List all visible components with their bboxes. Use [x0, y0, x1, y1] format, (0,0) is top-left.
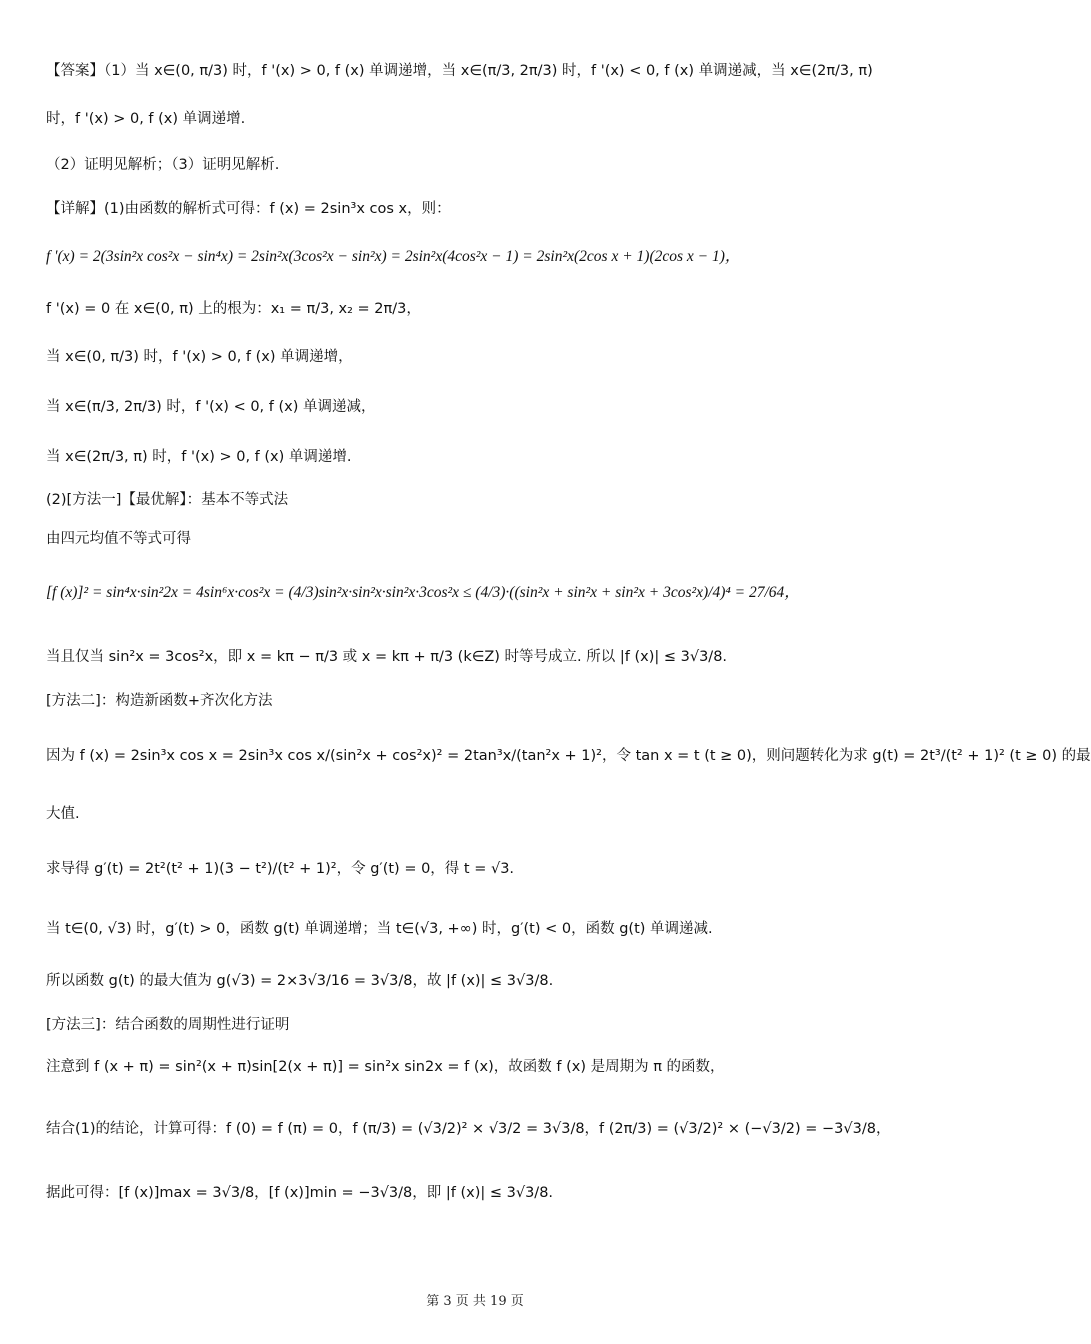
interval-3: 当 x∈(2π/3, π) 时，f '(x) > 0, f (x) 单调递增.: [46, 449, 352, 465]
method-2-max-value: 大值.: [46, 806, 80, 822]
equality-condition: 当且仅当 sin²x = 3cos²x，即 x = kπ − π/3 或 x = kπ + π/3 (k∈Z) 时等号成立. 所以 |f (x)| ≤ 3√3/8.: [46, 649, 728, 665]
periodicity-line: 注意到 f (x + π) = sin²(x + π)sin[2(x + π)] = sin²x sin2x = f (x)，故函数 f (x) 是周期为 π 的函数，: [46, 1059, 725, 1075]
max-of-g: 所以函数 g(t) 的最大值为 g(√3) = 2×3√3/16 = 3√3/8，故 |f (x)| ≤ 3√3/8.: [46, 973, 554, 989]
method-1-heading: (2)[方法一]【最优解】：基本不等式法: [46, 492, 289, 508]
method-1-intro: 由四元均值不等式可得: [46, 531, 191, 547]
derivative-g: 求导得 g′(t) = 2t²(t² + 1)(3 − t²)/(t² + 1)²，令 g′(t) = 0，得 t = √3.: [46, 861, 515, 877]
roots-line: f '(x) = 0 在 x∈(0, π) 上的根为：x₁ = π/3, x₂ = 2π/3，: [46, 301, 421, 317]
answer-line-2: 时，f '(x) > 0, f (x) 单调递增.: [46, 111, 246, 127]
am-gm-inequality: [f (x)]² = sin⁴x·sin²2x = 4sin⁶x·cos²x = (4/3)sin²x·sin²x·sin²x·3cos²x ≤ (4/3)·((sin²x + sin²x + sin²x + 3cos²x)/4)⁴ = 27/64，: [46, 584, 800, 601]
interval-2: 当 x∈(π/3, 2π/3) 时，f '(x) < 0, f (x) 单调递减，: [46, 399, 376, 415]
answer-line-1: 【答案】（1）当 x∈(0, π/3) 时，f '(x) > 0, f (x) 单调递增，当 x∈(π/3, 2π/3) 时，f '(x) < 0, f (x) 单调递减，当 x∈(2π/3, π): [46, 63, 873, 79]
detail-intro: 【详解】(1)由函数的解析式可得：f (x) = 2sin³x cos x，则：: [46, 201, 451, 217]
values-computation: 结合(1)的结论，计算可得：f (0) = f (π) = 0，f (π/3) = (√3/2)² × √3/2 = 3√3/8，f (2π/3) = (√3/2)² × (−√3/2) = −3√3/8，: [46, 1121, 891, 1137]
monotonicity-g: 当 t∈(0, √3) 时，g′(t) > 0，函数 g(t) 单调递增；当 t∈(√3, +∞) 时，g′(t) < 0，函数 g(t) 单调递减.: [46, 921, 713, 937]
conclusion-line: 据此可得：[f (x)]max = 3√3/8，[f (x)]min = −3√3/8，即 |f (x)| ≤ 3√3/8.: [46, 1185, 554, 1201]
method-2-transform: 因为 f (x) = 2sin³x cos x = 2sin³x cos x/(sin²x + cos²x)² = 2tan³x/(tan²x + 1)²，令 tan x = t (t ≥ 0)，则问题转化为求 g(t) = 2t³/(t² + 1)² (t ≥ 0) 的最: [46, 748, 1091, 764]
derivative-expansion: f '(x) = 2(3sin²x cos²x − sin⁴x) = 2sin²x(3cos²x − sin²x) = 2sin²x(4cos²x − 1) = 2sin²x(2cos x + 1)(2cos x − 1)，: [46, 248, 741, 265]
interval-1: 当 x∈(0, π/3) 时，f '(x) > 0, f (x) 单调递增，: [46, 349, 353, 365]
method-3-heading: [方法三]：结合函数的周期性进行证明: [46, 1017, 290, 1033]
answer-line-3: （2）证明见解析；（3）证明见解析.: [46, 157, 280, 173]
page-footer: 第 3 页 共 19 页: [426, 1294, 524, 1309]
method-2-heading: [方法二]：构造新函数+齐次化方法: [46, 693, 273, 709]
